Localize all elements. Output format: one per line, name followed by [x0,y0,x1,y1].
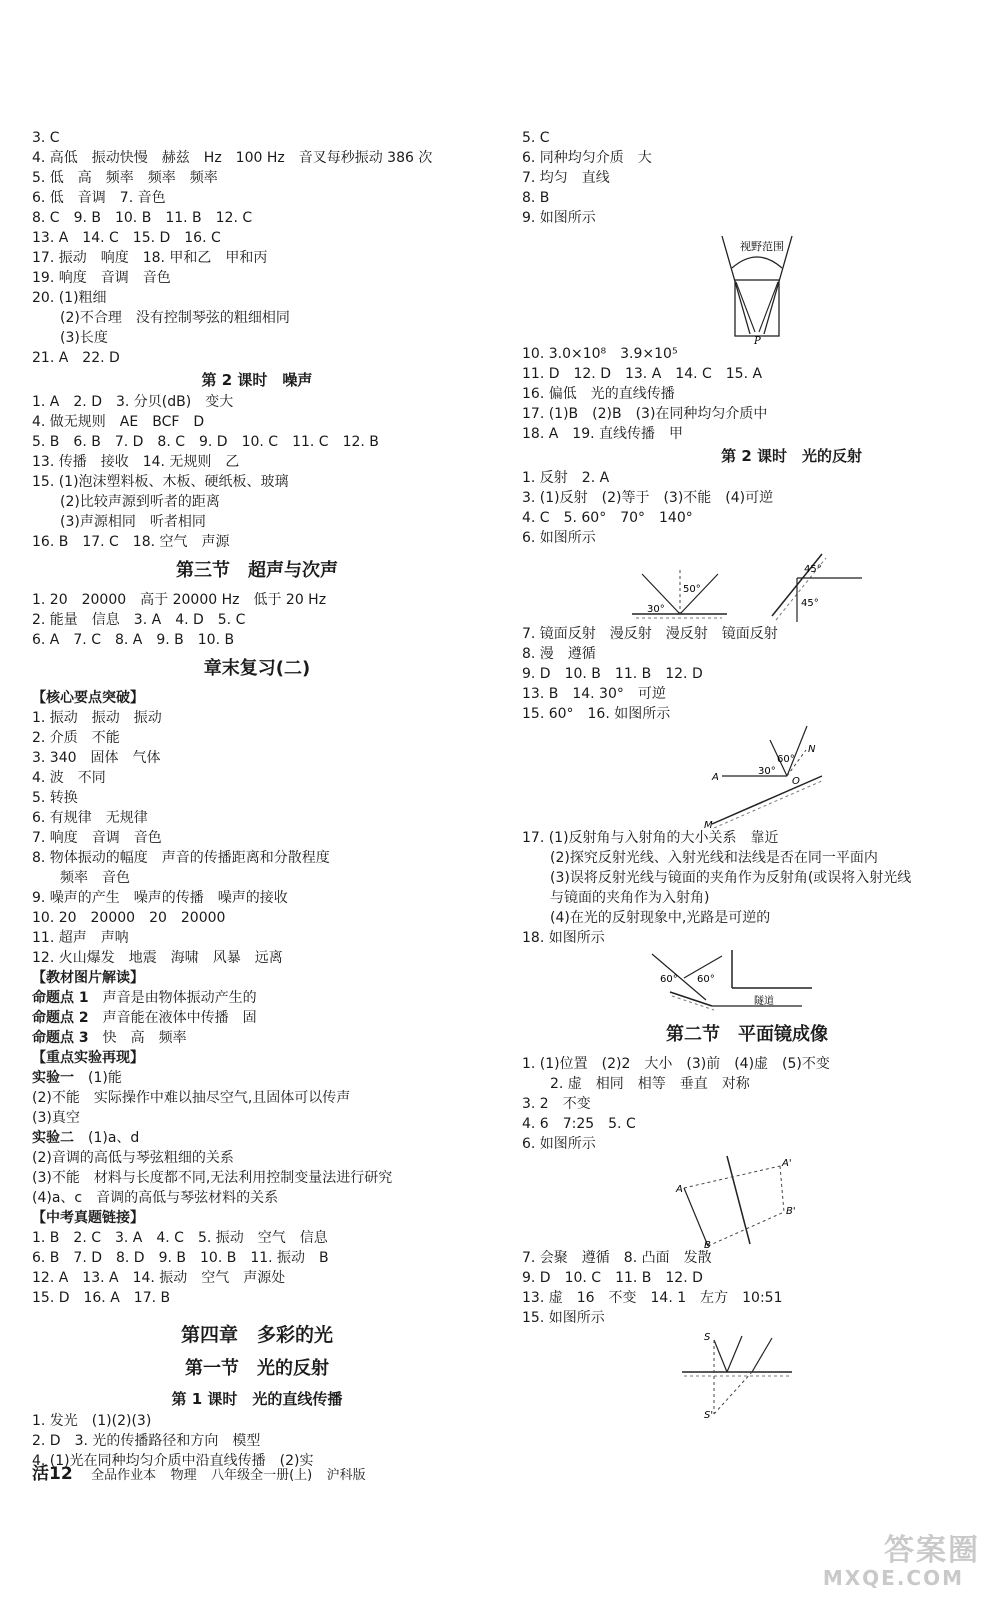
answer-line: 1. 20 20000 高于 20000 Hz 低于 20 Hz [32,592,327,608]
answer-line [32,988,482,1008]
answer-line: 1. 反射 2. A [522,470,610,486]
image-label: S' [704,1410,714,1420]
answer-line: 8. B [522,190,550,206]
answer-line: 17. (1)反射角与入射角的大小关系 靠近 [522,830,779,846]
answer-line: 4. 高低 振动快慢 赫兹 Hz 100 Hz 音叉每秒振动 386 次 [32,150,433,166]
edition: 沪科版 [326,1468,366,1483]
answer-line: 7. 镜面反射 漫反射 漫反射 镜面反射 [522,626,778,642]
answer-line: 15. 60° 16. 如图所示 [522,706,671,722]
answer-line: 18. 如图所示 [522,930,605,946]
answer-line: 3. C [32,130,60,146]
answer-line: 2. 介质 不能 [32,730,120,746]
experiment-label: 实验二 [32,1130,74,1146]
answer-line: 8. C 9. B 10. B 11. B 12. C [32,210,253,226]
point-label: 命题点 2 [32,1010,89,1026]
answer-line: (2)比较声源到听者的距离 [60,494,220,510]
subsection-tag: 【中考真题链接】 [32,1210,144,1226]
point-source-figure [522,1328,972,1420]
experiment-value: (1)能 [74,1070,122,1086]
lesson-heading: 第 2 课时 光的反射 [721,447,862,465]
answer-line: 7. 会聚 遵循 8. 凸面 发散 [522,1250,712,1266]
answer-line: 13. 传播 接收 14. 无规则 乙 [32,454,240,470]
answer-line: 12. 火山爆发 地震 海啸 风暴 远离 [32,950,283,966]
plane-mirror-figure [522,1154,972,1248]
point-label: B [704,1240,711,1248]
answer-line: 16. B 17. C 18. 空气 声源 [32,534,230,550]
experiment-label: 实验一 [32,1070,74,1086]
point-value: 声音是由物体振动产生的 [88,990,257,1006]
answer-line: 7. 均匀 直线 [522,170,610,186]
answer-line [32,1068,482,1088]
answer-line: 4. 6 7:25 5. C [522,1116,636,1132]
answer-line: 1. A 2. D 3. 分贝(dB) 变大 [32,394,234,410]
section-heading: 第三节 超声与次声 [176,560,338,581]
answer-line: (2)探究反射光线、入射光线和法线是否在同一平面内 [550,850,878,866]
answer-line: 5. 低 高 频率 频率 频率 [32,170,218,186]
point-label: O [792,776,800,787]
subsection-tag: 【重点实验再现】 [32,1050,144,1066]
answer-line [32,1128,482,1148]
normal-label: N [808,744,816,755]
fov-label: 视野范围 [740,240,784,253]
answer-line [32,1008,482,1028]
answer-line: 4. C 5. 60° 70° 140° [522,510,693,526]
answer-line: 19. 响度 音调 音色 [32,270,171,286]
answer-line: (3)不能 材料与长度都不同,无法利用控制变量法进行研究 [32,1170,393,1186]
answer-line: (2)不能 实际操作中难以抽尽空气,且固体可以传声 [32,1090,351,1106]
answer-line: 13. B 14. 30° 可逆 [522,686,666,702]
field-of-view-diagram [522,228,972,344]
answer-line: 9. 如图所示 [522,210,596,226]
section-heading: 第一节 光的反射 [185,1358,329,1379]
point-p-label: P [754,336,761,344]
answer-line: 9. D 10. C 11. B 12. D [522,1270,703,1286]
answer-line: 10. 3.0×10⁸ 3.9×10⁵ [522,346,678,362]
answer-line: 3. 340 固体 气体 [32,750,161,766]
mirror-figure [522,724,972,828]
answer-line: 5. B 6. B 7. D 8. C 9. D 10. C 11. C 12. B [32,434,379,450]
answer-line: 15. 如图所示 [522,1310,605,1326]
angle-label: 45° [804,564,822,575]
answer-line: 3. 2 不变 [522,1096,591,1112]
answer-line: 8. 漫 遵循 [522,646,596,662]
answer-line: 3. (1)反射 (2)等于 (3)不能 (4)可逆 [522,490,774,506]
answer-line: 6. B 7. D 8. D 9. B 10. B 11. 振动 B [32,1250,329,1266]
angle-label: 30° [647,604,665,615]
answer-line: (2)音调的高低与琴弦粗细的关系 [32,1150,234,1166]
answer-line: 频率 音色 [60,870,130,886]
answer-line: (4)在光的反射现象中,光路是可逆的 [550,910,771,926]
tunnel-diagram [522,948,972,1016]
page-footer [32,1460,376,1488]
answer-line: 16. 偏低 光的直线传播 [522,386,675,402]
answer-line: 6. 如图所示 [522,1136,596,1152]
answer-line: 4. 波 不同 [32,770,106,786]
answer-line: 1. B 2. C 3. A 4. C 5. 振动 空气 信息 [32,1230,328,1246]
tunnel-figure [522,948,972,1016]
answer-line: (3)声源相同 听者相同 [60,514,206,530]
subject: 物理 [170,1468,197,1483]
field-of-view-figure [522,228,972,344]
experiment-value: (1)a、d [74,1130,140,1146]
angle-label: 50° [683,584,701,595]
chapter-heading: 第四章 多彩的光 [180,1324,333,1346]
lesson-heading: 第 1 课时 光的直线传播 [171,1390,343,1408]
section-heading: 章末复习(二) [203,658,311,679]
point-source-diagram [522,1328,972,1420]
reflection-figure [522,548,972,624]
subsection-tag: 【教材图片解读】 [32,970,144,986]
answer-line: 17. 振动 响度 18. 甲和乙 甲和丙 [32,250,268,266]
answer-line: 17. (1)B (2)B (3)在同种均匀介质中 [522,406,768,422]
answer-line [32,1028,482,1048]
answer-line: 5. 转换 [32,790,78,806]
watermark-url: MXQE.COM [822,1566,964,1590]
lesson-heading: 第 2 课时 噪声 [201,371,313,389]
answer-line: 6. 低 音调 7. 音色 [32,190,166,206]
book-name: 全品作业本 [91,1468,157,1483]
answer-line: 12. A 13. A 14. 振动 空气 声源处 [32,1270,286,1286]
answer-line: 4. 做无规则 AE BCF D [32,414,205,430]
watermark-logo: 答案圈 [884,1533,980,1568]
grade: 八年级全一册(上) [211,1468,313,1483]
point-value: 声音能在液体中传播 固 [88,1010,257,1026]
source-label: S [704,1332,711,1343]
point-value: 快 高 频率 [88,1030,187,1046]
answer-line: 6. 有规律 无规律 [32,810,148,826]
answer-line: 13. 虚 16 不变 14. 1 左方 10:51 [522,1290,783,1306]
angle-label: 60° [660,974,678,985]
left-column [32,128,482,1471]
answer-line: 与镜面的夹角作为入射角) [550,890,710,906]
point-label: A [676,1184,683,1195]
answer-line: 2. D 3. 光的传播路径和方向 模型 [32,1433,261,1449]
answer-line: 2. 虚 相同 相等 垂直 对称 [550,1076,750,1092]
answer-line: (3)误将反射光线与镜面的夹角作为反射角(或误将入射光线 [550,870,912,886]
answer-line: 1. (1)位置 (2)2 大小 (3)前 (4)虚 (5)不变 [522,1056,830,1072]
angle-label: 30° [758,766,776,777]
point-label: 命题点 1 [32,990,89,1006]
point-label: M [704,820,713,828]
answer-line: 6. 如图所示 [522,530,596,546]
answer-line: 15. D 16. A 17. B [32,1290,171,1306]
angle-label: 60° [777,754,795,765]
answer-line: 21. A 22. D [32,350,120,366]
answer-line: 15. (1)泡沫塑料板、木板、硬纸板、玻璃 [32,474,289,490]
right-column [522,128,972,1420]
point-label: B' [786,1206,796,1217]
answer-line: 4. (1)光在同种均匀介质中沿直线传播 (2)实 [32,1453,314,1469]
answer-line: 7. 响度 音调 音色 [32,830,162,846]
answer-line: 13. A 14. C 15. D 16. C [32,230,221,246]
answer-line: (2)不合理 没有控制琴弦的粗细相同 [60,310,290,326]
answer-line: (4)a、c 音调的高低与琴弦材料的关系 [32,1190,279,1206]
point-label: A' [782,1158,792,1169]
angle-label: 45° [801,598,819,609]
answer-line: 10. 20 20000 20 20000 [32,910,226,926]
answer-line: (3)真空 [32,1110,80,1126]
answer-line: 9. D 10. B 11. B 12. D [522,666,703,682]
subsection-tag: 【核心要点突破】 [32,690,144,706]
answer-line: 18. A 19. 直线传播 甲 [522,426,684,442]
answer-line: 2. 能量 信息 3. A 4. D 5. C [32,612,246,628]
answer-line: 1. 发光 (1)(2)(3) [32,1413,152,1429]
answer-line: 20. (1)粗细 [32,290,107,306]
answer-line: 9. 噪声的产生 噪声的传播 噪声的接收 [32,890,288,906]
page-number: 活12 [32,1464,73,1484]
plane-mirror-diagram [522,1154,972,1248]
reflection-diagram [522,548,972,624]
answer-line: (3)长度 [60,330,108,346]
section-heading: 第二节 平面镜成像 [666,1024,828,1045]
answer-line: 6. A 7. C 8. A 9. B 10. B [32,632,235,648]
point-label: 命题点 3 [32,1030,89,1046]
answer-line: 8. 物体振动的幅度 声音的传播距离和分散程度 [32,850,330,866]
mirror-diagram [522,724,972,828]
point-label: A [712,772,719,783]
angle-label: 60° [697,974,715,985]
answer-line: 11. D 12. D 13. A 14. C 15. A [522,366,763,382]
answer-line: 1. 振动 振动 振动 [32,710,162,726]
tunnel-label: 隧道 [754,996,774,1007]
answer-line: 5. C [522,130,550,146]
answer-line: 11. 超声 声呐 [32,930,129,946]
answer-line: 6. 同种均匀介质 大 [522,150,652,166]
